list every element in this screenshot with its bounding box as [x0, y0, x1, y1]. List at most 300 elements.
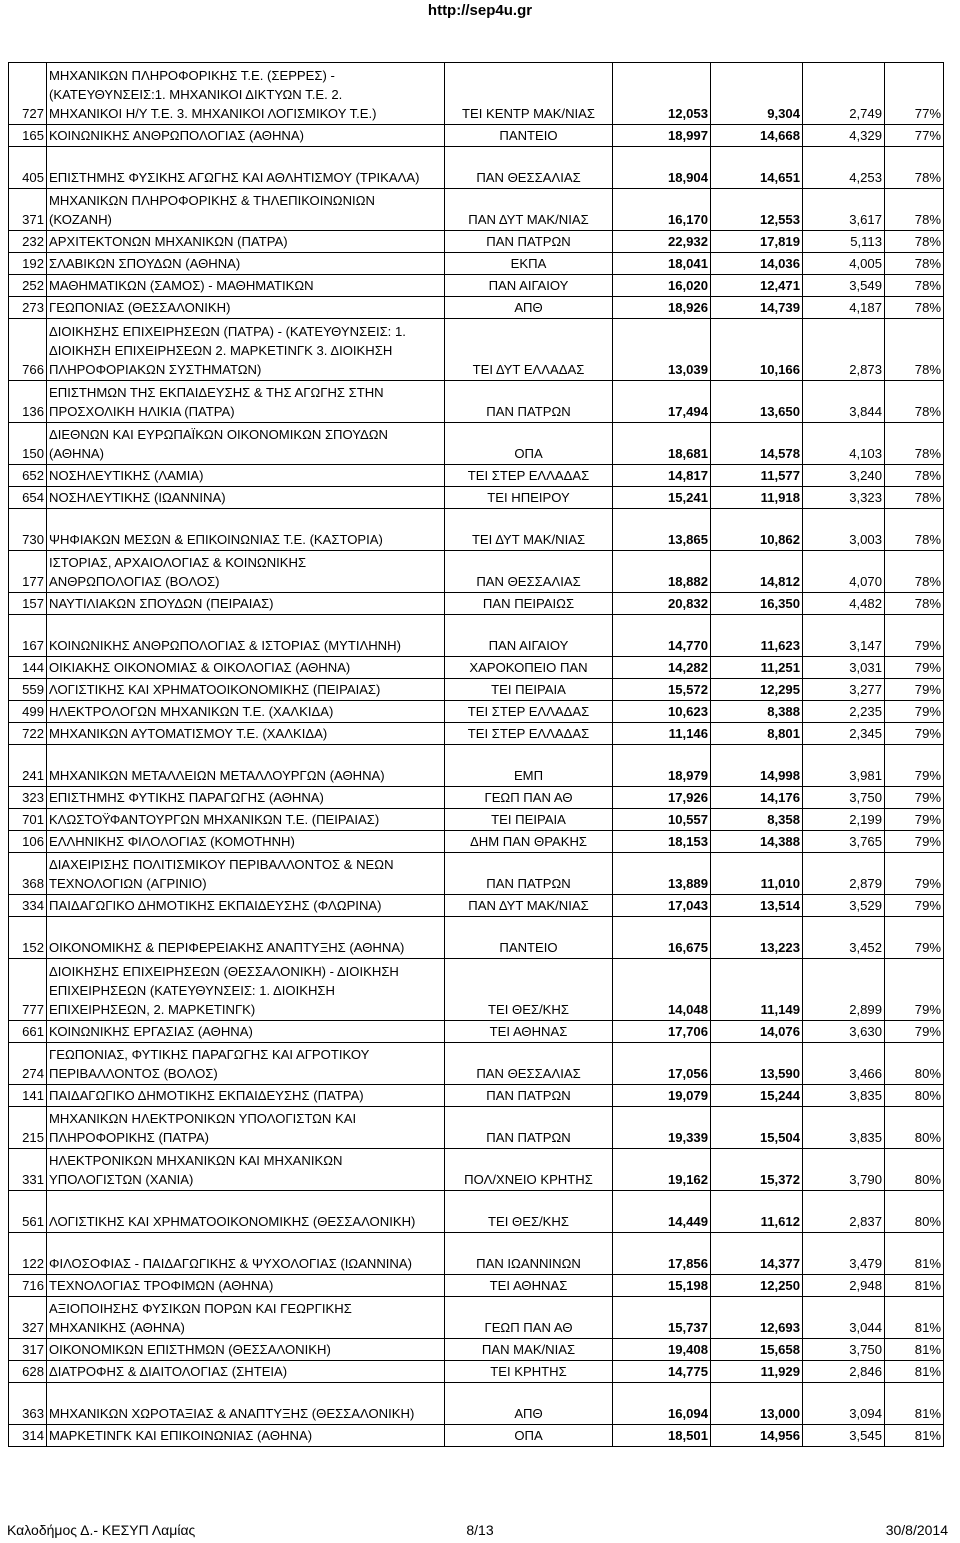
percentage: 79%	[885, 745, 944, 787]
table-row	[9, 1361, 944, 1383]
department-name-line: ΜΑΡΚΕΤΙΝΓΚ ΚΑΙ ΕΠΙΚΟΙΝΩΝΙΑΣ (ΑΘΗΝΑ)	[49, 1428, 313, 1443]
score-b: 8,801	[711, 723, 803, 745]
score-a: 14,282	[613, 657, 711, 679]
score-b: 11,010	[711, 853, 803, 895]
institution: ΠΑΝΤΕΙΟ	[445, 917, 613, 959]
percentage: 81%	[885, 1275, 944, 1297]
table-row	[9, 465, 944, 487]
table-row	[9, 895, 944, 917]
department-name-line: ΔΙΕΘΝΩΝ ΚΑΙ ΕΥΡΩΠΑΪΚΩΝ ΟΙΚΟΝΟΜΙΚΩΝ ΣΠΟΥΔΩΝ	[49, 427, 389, 442]
score-a: 18,997	[613, 125, 711, 147]
score-a: 16,675	[613, 917, 711, 959]
score-a: 18,882	[613, 551, 711, 593]
score-a: 17,043	[613, 895, 711, 917]
department-name-line: ΓΕΩΠΟΝΙΑΣ (ΘΕΣΣΑΛΟΝΙΚΗ)	[49, 300, 231, 315]
table-row	[9, 231, 944, 253]
score-a: 14,048	[613, 959, 711, 1021]
department-code: 371	[9, 189, 47, 231]
score-difference: 4,253	[803, 147, 885, 189]
department-code: 730	[9, 509, 47, 551]
table-row	[9, 657, 944, 679]
department-name-line: ΚΛΩΣΤΟΫΦΑΝΤΟΥΡΓΩΝ ΜΗΧΑΝΙΚΩΝ Τ.Ε. (ΠΕΙΡΑΙΑΣ)	[49, 812, 380, 827]
score-a: 10,623	[613, 701, 711, 723]
score-a: 13,865	[613, 509, 711, 551]
score-b: 14,739	[711, 297, 803, 319]
table-row	[9, 253, 944, 275]
department-name	[47, 679, 445, 701]
institution: ΤΕΙ ΑΘΗΝΑΣ	[445, 1275, 613, 1297]
score-b: 13,000	[711, 1383, 803, 1425]
department-code: 141	[9, 1085, 47, 1107]
department-name-line: ΔΙΟΙΚΗΣΗ ΕΠΙΧΕΙΡΗΣΕΩΝ 2. ΜΑΡΚΕΤΙΝΓΚ 3. ΔΙΟΙΚΗΣΗ	[49, 343, 393, 358]
department-name	[47, 63, 445, 125]
score-difference: 4,070	[803, 551, 885, 593]
department-name-line: ΚΟΙΝΩΝΙΚΗΣ ΑΝΘΡΩΠΟΛΟΓΙΑΣ (ΑΘΗΝΑ)	[49, 128, 304, 143]
score-difference: 3,003	[803, 509, 885, 551]
table-row	[9, 319, 944, 381]
table-row	[9, 1425, 944, 1447]
table-row	[9, 1297, 944, 1339]
percentage: 79%	[885, 959, 944, 1021]
percentage: 81%	[885, 1383, 944, 1425]
score-difference: 3,044	[803, 1297, 885, 1339]
score-b: 11,929	[711, 1361, 803, 1383]
percentage: 78%	[885, 487, 944, 509]
percentage: 78%	[885, 297, 944, 319]
department-code: 192	[9, 253, 47, 275]
institution: ΕΜΠ	[445, 745, 613, 787]
percentage: 78%	[885, 423, 944, 465]
percentage: 78%	[885, 465, 944, 487]
score-difference: 3,630	[803, 1021, 885, 1043]
department-name-line: ΕΠΙΧΕΙΡΗΣΕΩΝ, 2. ΜΑΡΚΕΤΙΝΓΚ)	[49, 1002, 256, 1017]
department-name	[47, 1297, 445, 1339]
department-code: 716	[9, 1275, 47, 1297]
department-code: 661	[9, 1021, 47, 1043]
department-name	[47, 1107, 445, 1149]
department-name-line: ΠΑΙΔΑΓΩΓΙΚΟ ΔΗΜΟΤΙΚΗΣ ΕΚΠΑΙΔΕΥΣΗΣ (ΦΛΩΡΙΝΑ)	[49, 898, 382, 913]
department-code: 499	[9, 701, 47, 723]
department-name-line: ΠΛΗΡΟΦΟΡΙΚΗΣ (ΠΑΤΡΑ)	[49, 1130, 209, 1145]
score-a: 17,856	[613, 1233, 711, 1275]
institution: ΠΑΝ ΔΥΤ ΜΑΚ/ΝΙΑΣ	[445, 895, 613, 917]
percentage: 81%	[885, 1425, 944, 1447]
department-code: 122	[9, 1233, 47, 1275]
score-a: 17,706	[613, 1021, 711, 1043]
table-row	[9, 853, 944, 895]
department-code: 323	[9, 787, 47, 809]
department-name-line: ΨΗΦΙΑΚΩΝ ΜΕΣΩΝ & ΕΠΙΚΟΙΝΩΝΙΑΣ Τ.Ε. (ΚΑΣΤΟΡΙΑ)	[49, 532, 383, 547]
table-row	[9, 1149, 944, 1191]
grades-table	[8, 62, 944, 1447]
institution: ΓΕΩΠ ΠΑΝ ΑΘ	[445, 787, 613, 809]
department-name	[47, 465, 445, 487]
department-name-line: ΕΠΙΣΤΗΜΗΣ ΦΥΣΙΚΗΣ ΑΓΩΓΗΣ ΚΑΙ ΑΘΛΗΤΙΣΜΟΥ (ΤΡΙΚΑΛΑ)	[49, 170, 420, 185]
table-row	[9, 679, 944, 701]
score-difference: 3,765	[803, 831, 885, 853]
table-row	[9, 381, 944, 423]
table-row	[9, 787, 944, 809]
department-name	[47, 1383, 445, 1425]
department-name	[47, 125, 445, 147]
score-a: 16,170	[613, 189, 711, 231]
institution: ΟΠΑ	[445, 423, 613, 465]
score-b: 10,166	[711, 319, 803, 381]
institution: ΤΕΙ ΠΕΙΡΑΙΑ	[445, 809, 613, 831]
department-name	[47, 809, 445, 831]
score-a: 18,153	[613, 831, 711, 853]
department-name	[47, 189, 445, 231]
score-b: 15,504	[711, 1107, 803, 1149]
percentage: 81%	[885, 1297, 944, 1339]
score-a: 22,932	[613, 231, 711, 253]
score-a: 18,681	[613, 423, 711, 465]
department-code: 628	[9, 1361, 47, 1383]
institution: ΤΕΙ ΘΕΣ/ΚΗΣ	[445, 959, 613, 1021]
department-code: 106	[9, 831, 47, 853]
institution: ΠΑΝ ΑΙΓΑΙΟΥ	[445, 275, 613, 297]
percentage: 79%	[885, 809, 944, 831]
score-difference: 3,790	[803, 1149, 885, 1191]
institution: ΠΑΝ ΠΕΙΡΑΙΩΣ	[445, 593, 613, 615]
score-difference: 3,452	[803, 917, 885, 959]
department-name-line: ΚΟΙΝΩΝΙΚΗΣ ΕΡΓΑΣΙΑΣ (ΑΘΗΝΑ)	[49, 1024, 253, 1039]
score-a: 12,053	[613, 63, 711, 125]
score-b: 12,693	[711, 1297, 803, 1339]
department-name-line: ΗΛΕΚΤΡΟΝΙΚΩΝ ΜΗΧΑΝΙΚΩΝ ΚΑΙ ΜΗΧΑΝΙΚΩΝ	[49, 1153, 343, 1168]
department-name	[47, 381, 445, 423]
institution: ΠΑΝ ΙΩΑΝΝΙΝΩΝ	[445, 1233, 613, 1275]
table-row	[9, 1043, 944, 1085]
score-difference: 3,835	[803, 1107, 885, 1149]
score-difference: 4,103	[803, 423, 885, 465]
department-code: 232	[9, 231, 47, 253]
table-row	[9, 959, 944, 1021]
institution: ΠΑΝΤΕΙΟ	[445, 125, 613, 147]
table-row	[9, 1339, 944, 1361]
department-name	[47, 551, 445, 593]
department-code: 405	[9, 147, 47, 189]
score-b: 12,553	[711, 189, 803, 231]
score-difference: 3,545	[803, 1425, 885, 1447]
percentage: 79%	[885, 1021, 944, 1043]
score-difference: 3,147	[803, 615, 885, 657]
percentage: 78%	[885, 253, 944, 275]
table-row	[9, 1107, 944, 1149]
department-name-line: ΗΛΕΚΤΡΟΛΟΓΩΝ ΜΗΧΑΝΙΚΩΝ Τ.Ε. (ΧΑΛΚΙΔΑ)	[49, 704, 334, 719]
table-row	[9, 1233, 944, 1275]
department-name-line: ΕΠΙΣΤΗΜΩΝ ΤΗΣ ΕΚΠΑΙΔΕΥΣΗΣ & ΤΗΣ ΑΓΩΓΗΣ ΣΤΗΝ	[49, 385, 384, 400]
percentage: 78%	[885, 593, 944, 615]
institution: ΑΠΘ	[445, 1383, 613, 1425]
score-b: 14,578	[711, 423, 803, 465]
score-b: 14,812	[711, 551, 803, 593]
page-header-url[interactable]: http://sep4u.gr	[427, 2, 533, 19]
score-b: 11,918	[711, 487, 803, 509]
institution: ΠΑΝ ΑΙΓΑΙΟΥ	[445, 615, 613, 657]
score-b: 16,350	[711, 593, 803, 615]
score-b: 17,819	[711, 231, 803, 253]
footer-author: Καλοδήμος Δ.- ΚΕΣΥΠ Λαμίας	[7, 1522, 196, 1538]
department-code: 144	[9, 657, 47, 679]
score-difference: 3,750	[803, 787, 885, 809]
score-b: 15,658	[711, 1339, 803, 1361]
score-b: 14,377	[711, 1233, 803, 1275]
institution: ΠΑΝ ΠΑΤΡΩΝ	[445, 853, 613, 895]
department-name-line: ΠΡΟΣΧΟΛΙΚΗ ΗΛΙΚΙΑ (ΠΑΤΡΑ)	[49, 404, 235, 419]
score-a: 18,904	[613, 147, 711, 189]
institution: ΠΑΝ ΘΕΣΣΑΛΙΑΣ	[445, 551, 613, 593]
score-b: 15,372	[711, 1149, 803, 1191]
table-row	[9, 551, 944, 593]
department-name-line: ΜΗΧΑΝΙΚΩΝ ΠΛΗΡΟΦΟΡΙΚΗΣ Τ.Ε. (ΣΕΡΡΕΣ) -	[49, 68, 335, 83]
institution: ΠΟΛ/ΧΝΕΙΟ ΚΡΗΤΗΣ	[445, 1149, 613, 1191]
department-name-line: ΛΟΓΙΣΤΙΚΗΣ ΚΑΙ ΧΡΗΜΑΤΟΟΙΚΟΝΟΜΙΚΗΣ (ΠΕΙΡΑΙΑΣ)	[49, 682, 381, 697]
percentage: 79%	[885, 615, 944, 657]
score-difference: 3,835	[803, 1085, 885, 1107]
department-name-line: ΤΕΧΝΟΛΟΓΙΩΝ (ΑΓΡΙΝΙΟ)	[49, 876, 207, 891]
department-code: 152	[9, 917, 47, 959]
department-name	[47, 959, 445, 1021]
institution: ΤΕΙ ΣΤΕΡ ΕΛΛΑΔΑΣ	[445, 723, 613, 745]
department-code: 766	[9, 319, 47, 381]
score-difference: 2,749	[803, 63, 885, 125]
score-b: 10,862	[711, 509, 803, 551]
score-a: 16,094	[613, 1383, 711, 1425]
score-b: 14,036	[711, 253, 803, 275]
table-row	[9, 125, 944, 147]
department-code: 559	[9, 679, 47, 701]
score-b: 11,612	[711, 1191, 803, 1233]
department-code: 654	[9, 487, 47, 509]
department-name	[47, 147, 445, 189]
department-name	[47, 1233, 445, 1275]
institution: ΤΕΙ ΚΡΗΤΗΣ	[445, 1361, 613, 1383]
percentage: 77%	[885, 125, 944, 147]
table-row	[9, 423, 944, 465]
department-name-line: ΜΗΧΑΝΙΚΩΝ ΧΩΡΟΤΑΞΙΑΣ & ΑΝΑΠΤΥΞΗΣ (ΘΕΣΣΑΛΟΝΙΚΗ)	[49, 1406, 415, 1421]
department-name-line: ΠΑΙΔΑΓΩΓΙΚΟ ΔΗΜΟΤΙΚΗΣ ΕΚΠΑΙΔΕΥΣΗΣ (ΠΑΤΡΑ)	[49, 1088, 364, 1103]
percentage: 81%	[885, 1339, 944, 1361]
score-difference: 3,323	[803, 487, 885, 509]
score-b: 14,076	[711, 1021, 803, 1043]
percentage: 78%	[885, 231, 944, 253]
score-difference: 4,329	[803, 125, 885, 147]
department-name	[47, 895, 445, 917]
score-difference: 3,981	[803, 745, 885, 787]
table-row	[9, 1383, 944, 1425]
table-row	[9, 63, 944, 125]
department-name-line: ΕΠΙΣΤΗΜΗΣ ΦΥΤΙΚΗΣ ΠΑΡΑΓΩΓΗΣ (ΑΘΗΝΑ)	[49, 790, 324, 805]
score-difference: 3,240	[803, 465, 885, 487]
grades-table-body	[9, 63, 944, 1447]
score-difference: 3,529	[803, 895, 885, 917]
score-a: 14,770	[613, 615, 711, 657]
institution: ΤΕΙ ΣΤΕΡ ΕΛΛΑΔΑΣ	[445, 701, 613, 723]
score-a: 20,832	[613, 593, 711, 615]
table-row	[9, 189, 944, 231]
percentage: 79%	[885, 679, 944, 701]
institution: ΤΕΙ ΘΕΣ/ΚΗΣ	[445, 1191, 613, 1233]
department-code: 652	[9, 465, 47, 487]
score-b: 12,250	[711, 1275, 803, 1297]
department-name	[47, 1361, 445, 1383]
department-name	[47, 853, 445, 895]
percentage: 78%	[885, 275, 944, 297]
department-code: 334	[9, 895, 47, 917]
score-b: 14,176	[711, 787, 803, 809]
department-code: 701	[9, 809, 47, 831]
score-b: 11,623	[711, 615, 803, 657]
institution: ΠΑΝ ΜΑΚ/ΝΙΑΣ	[445, 1339, 613, 1361]
department-name-line: (ΑΘΗΝΑ)	[49, 446, 105, 461]
department-name-line: ΣΛΑΒΙΚΩΝ ΣΠΟΥΔΩΝ (ΑΘΗΝΑ)	[49, 256, 241, 271]
score-a: 14,817	[613, 465, 711, 487]
score-b: 15,244	[711, 1085, 803, 1107]
score-b: 11,149	[711, 959, 803, 1021]
department-name-line: ΛΟΓΙΣΤΙΚΗΣ ΚΑΙ ΧΡΗΜΑΤΟΟΙΚΟΝΟΜΙΚΗΣ (ΘΕΣΣΑΛΟΝΙΚΗ)	[49, 1214, 416, 1229]
score-b: 8,358	[711, 809, 803, 831]
department-code: 317	[9, 1339, 47, 1361]
institution: ΟΠΑ	[445, 1425, 613, 1447]
score-difference: 2,199	[803, 809, 885, 831]
department-name-line: ΟΙΚΙΑΚΗΣ ΟΙΚΟΝΟΜΙΑΣ & ΟΙΚΟΛΟΓΙΑΣ (ΑΘΗΝΑ)	[49, 660, 351, 675]
institution: ΤΕΙ ΣΤΕΡ ΕΛΛΑΔΑΣ	[445, 465, 613, 487]
institution: ΤΕΙ ΚΕΝΤΡ ΜΑΚ/ΝΙΑΣ	[445, 63, 613, 125]
footer-page-number: 8/13	[466, 1522, 494, 1538]
department-name	[47, 745, 445, 787]
department-name	[47, 1149, 445, 1191]
score-a: 14,449	[613, 1191, 711, 1233]
score-difference: 3,466	[803, 1043, 885, 1085]
score-difference: 3,844	[803, 381, 885, 423]
department-name-line: ΜΗΧΑΝΙΚΟΙ Η/Υ Τ.Ε. 3. ΜΗΧΑΝΙΚΟΙ ΛΟΓΙΣΜΙΚΟΥ Τ.Ε.)	[49, 106, 377, 121]
table-row	[9, 509, 944, 551]
department-name-line: ΝΑΥΤΙΛΙΑΚΩΝ ΣΠΟΥΔΩΝ (ΠΕΙΡΑΙΑΣ)	[49, 596, 274, 611]
department-code: 165	[9, 125, 47, 147]
department-name	[47, 787, 445, 809]
score-b: 9,304	[711, 63, 803, 125]
percentage: 79%	[885, 853, 944, 895]
score-difference: 2,899	[803, 959, 885, 1021]
department-name	[47, 1191, 445, 1233]
department-name-line: ΝΟΣΗΛΕΥΤΙΚΗΣ (ΛΑΜΙΑ)	[49, 468, 204, 483]
department-name-line: ΚΟΙΝΩΝΙΚΗΣ ΑΝΘΡΩΠΟΛΟΓΙΑΣ & ΙΣΤΟΡΙΑΣ (ΜΥΤΙΛΗΝΗ)	[49, 638, 401, 653]
score-difference: 2,846	[803, 1361, 885, 1383]
department-code: 727	[9, 63, 47, 125]
percentage: 80%	[885, 1149, 944, 1191]
department-name	[47, 1021, 445, 1043]
department-code: 150	[9, 423, 47, 465]
department-name	[47, 1275, 445, 1297]
score-b: 13,514	[711, 895, 803, 917]
table-row	[9, 297, 944, 319]
footer-date: 30/8/2014	[885, 1522, 948, 1538]
score-difference: 3,617	[803, 189, 885, 231]
institution: ΠΑΝ ΠΑΤΡΩΝ	[445, 1107, 613, 1149]
department-code: 136	[9, 381, 47, 423]
department-code: 561	[9, 1191, 47, 1233]
score-difference: 2,345	[803, 723, 885, 745]
score-a: 18,501	[613, 1425, 711, 1447]
score-a: 17,056	[613, 1043, 711, 1085]
department-code: 363	[9, 1383, 47, 1425]
percentage: 79%	[885, 895, 944, 917]
department-name-line: ΜΗΧΑΝΙΚΗΣ (ΑΘΗΝΑ)	[49, 1320, 185, 1335]
score-difference: 3,094	[803, 1383, 885, 1425]
institution: ΠΑΝ ΘΕΣΣΑΛΙΑΣ	[445, 1043, 613, 1085]
department-code: 215	[9, 1107, 47, 1149]
percentage: 80%	[885, 1043, 944, 1085]
department-name-line: ΔΙΑΧΕΙΡΙΣΗΣ ΠΟΛΙΤΙΣΜΙΚΟΥ ΠΕΡΙΒΑΛΛΟΝΤΟΣ & ΝΕΩΝ	[49, 857, 394, 872]
institution: ΠΑΝ ΘΕΣΣΑΛΙΑΣ	[445, 147, 613, 189]
institution: ΤΕΙ ΔΥΤ ΜΑΚ/ΝΙΑΣ	[445, 509, 613, 551]
score-difference: 3,549	[803, 275, 885, 297]
score-a: 15,241	[613, 487, 711, 509]
percentage: 79%	[885, 723, 944, 745]
score-difference: 4,482	[803, 593, 885, 615]
table-row	[9, 593, 944, 615]
department-name	[47, 423, 445, 465]
score-a: 15,198	[613, 1275, 711, 1297]
department-code: 274	[9, 1043, 47, 1085]
score-b: 12,295	[711, 679, 803, 701]
table-row	[9, 701, 944, 723]
institution: ΤΕΙ ΠΕΙΡΑΙΑ	[445, 679, 613, 701]
score-difference: 2,879	[803, 853, 885, 895]
institution: ΕΚΠΑ	[445, 253, 613, 275]
department-name-line: ΕΛΛΗΝΙΚΗΣ ΦΙΛΟΛΟΓΙΑΣ (ΚΟΜΟΤΗΝΗ)	[49, 834, 295, 849]
department-name	[47, 319, 445, 381]
department-name-line: ΤΕΧΝΟΛΟΓΙΑΣ ΤΡΟΦΙΜΩΝ (ΑΘΗΝΑ)	[49, 1278, 274, 1293]
table-row	[9, 723, 944, 745]
score-a: 18,926	[613, 297, 711, 319]
score-difference: 2,837	[803, 1191, 885, 1233]
score-a: 18,041	[613, 253, 711, 275]
department-name-line: (ΚΑΤΕΥΘΥΝΣΕΙΣ:1. ΜΗΧΑΝΙΚΟΙ ΔΙΚΤΥΩΝ Τ.Ε. 2.	[49, 87, 343, 102]
percentage: 80%	[885, 1107, 944, 1149]
score-b: 14,956	[711, 1425, 803, 1447]
score-b: 14,668	[711, 125, 803, 147]
department-name-line: ΓΕΩΠΟΝΙΑΣ, ΦΥΤΙΚΗΣ ΠΑΡΑΓΩΓΗΣ ΚΑΙ ΑΓΡΟΤΙΚΟΥ	[49, 1047, 370, 1062]
department-name-line: ΔΙΟΙΚΗΣΗΣ ΕΠΙΧΕΙΡΗΣΕΩΝ (ΠΑΤΡΑ) - (ΚΑΤΕΥΘΥΝΣΕΙΣ: 1.	[49, 324, 406, 339]
percentage: 77%	[885, 63, 944, 125]
score-difference: 2,873	[803, 319, 885, 381]
department-name	[47, 487, 445, 509]
department-name	[47, 231, 445, 253]
department-name	[47, 701, 445, 723]
table-row	[9, 147, 944, 189]
score-difference: 3,479	[803, 1233, 885, 1275]
score-b: 11,251	[711, 657, 803, 679]
department-name	[47, 615, 445, 657]
department-name-line: ΑΝΘΡΩΠΟΛΟΓΙΑΣ (ΒΟΛΟΣ)	[49, 574, 220, 589]
table-row	[9, 745, 944, 787]
institution: ΤΕΙ ΑΘΗΝΑΣ	[445, 1021, 613, 1043]
department-name-line: ΜΗΧΑΝΙΚΩΝ ΑΥΤΟΜΑΤΙΣΜΟΥ Τ.Ε. (ΧΑΛΚΙΔΑ)	[49, 726, 328, 741]
score-b: 12,471	[711, 275, 803, 297]
department-name-line: ΟΙΚΟΝΟΜΙΚΗΣ & ΠΕΡΙΦΕΡΕΙΑΚΗΣ ΑΝΑΠΤΥΞΗΣ (ΑΘΗΝΑ)	[49, 940, 405, 955]
table-row	[9, 917, 944, 959]
department-code: 252	[9, 275, 47, 297]
score-b: 14,651	[711, 147, 803, 189]
department-name-line: ΝΟΣΗΛΕΥΤΙΚΗΣ (ΙΩΑΝΝΙΝΑ)	[49, 490, 226, 505]
percentage: 81%	[885, 1361, 944, 1383]
department-name	[47, 1085, 445, 1107]
score-b: 13,650	[711, 381, 803, 423]
institution: ΠΑΝ ΠΑΤΡΩΝ	[445, 1085, 613, 1107]
department-name	[47, 275, 445, 297]
